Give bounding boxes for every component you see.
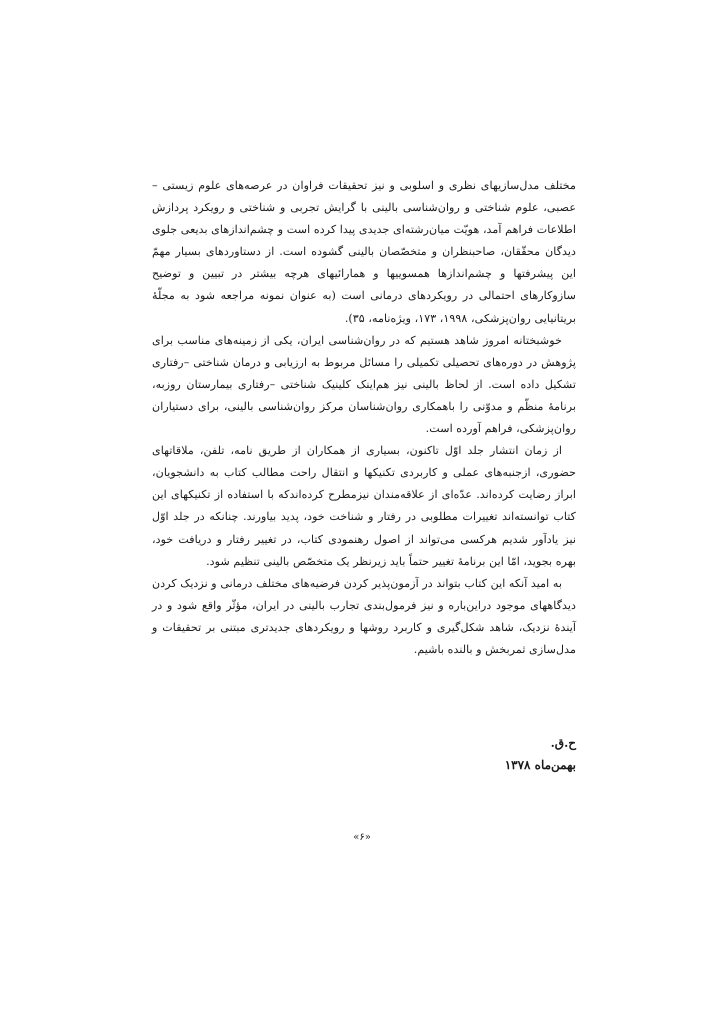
paragraph-2: خوشبختانه امروز شاهد هستیم که در روان‌شناسی ایران، یکی از زمینه‌های مناسب برای پژوهش در دوره‌های تحصیلی تکمیلی را مسائل مربوط به ارزیابی و درمان شناختی –رفتاری تشکیل داده است. از لحاظ بالینی نیز هم‌اینک کلینیک شناختی –رفتاری بیمارستان روزبه، برنامهٔ منظّم و مدوّنی را باهمکاری روان‌شناسان مرکز روان‌شناسی بالینی، برای دستیاران روان‌پزشکی، فراهم آورده است.: [152, 333, 576, 436]
page-number: «۶»: [353, 832, 371, 843]
author-initials: ح.ق.: [550, 736, 576, 750]
paragraph-1: مختلف مدل‌سازیهای نظری و اسلوبی و نیز تحقیقات فراوان در عرصه‌های علوم زیستی –عصبی، علوم شناختی و روان‌شناسی بالینی با گرایش تجربی و شناختی و رویکرد پردازش اطلاعات فراهم آمد، هویّت میان‌رشته‌ای جدیدی پیدا کرده است و چشم‌اندازهای بدیعی جلوی دیدگان محقّقان، صاحبنظران و متخصّصان بالینی گشوده است. از دستاوردهای بسیار مهمّ این پیشرفتها و چشم‌اندازها همسوییها و همارائیهای هرچه بیشتر در تبیین و توضیح سازوکارهای احتمالی در رویکردهای درمانی است (به عنوان نمونه مراجعه شود به مجلّهٔ بریتانیایی روان‌پزشکی، ۱۹۹۸، ۱۷۳، ویژه‌نامه، ۳۵).: [152, 179, 576, 325]
paragraph-4: به امید آنکه این کتاب بتواند در آزمون‌پذیر کردن فرضیه‌های مختلف درمانی و نزدیک کردن دیدگاههای موجود دراین‌باره و نیز فرمول‌بندی تجارب بالینی در ایران، مؤثّر واقع شود و در آیندهٔ نزدیک، شاهد شکل‌گیری و کاربرد روشها و رویکردهای جدیدتری مبتنی بر تحقیقات و مدل‌سازی ثمربخش و بالنده باشیم.: [152, 576, 576, 656]
paragraph-3: از زمان انتشار جلد اوّل تاکنون، بسیاری از همکاران از طریق نامه، تلفن، ملاقاتهای حضوری، ازجنبه‌های عملی و کاربردی تکنیکها و انتقال راحت مطالب کتاب به دانشجویان، ابراز رضایت کرده‌اند. عدّه‌ای از علاقه‌مندان نیزمطرح کرده‌اندکه با استفاده از تکنیکهای این کتاب توانسته‌اند تغییرات مطلوبی در رفتار و شناخت خود، پدید بیاورند. چنانکه در جلد اوّل نیز یادآور شدیم هرکسی می‌تواند از اصول رهنمودی کتاب، در تغییر رفتار و دریافت خود، بهره بجوید، امّا این برنامهٔ تغییر حتماً باید زیرنظر یک متخصّص بالینی تنظیم شود.: [152, 444, 576, 568]
signature-date: بهمن‌ماه ۱۳۷۸: [504, 758, 576, 772]
preface-text: [152, 175, 576, 661]
author-signature: [376, 732, 576, 776]
